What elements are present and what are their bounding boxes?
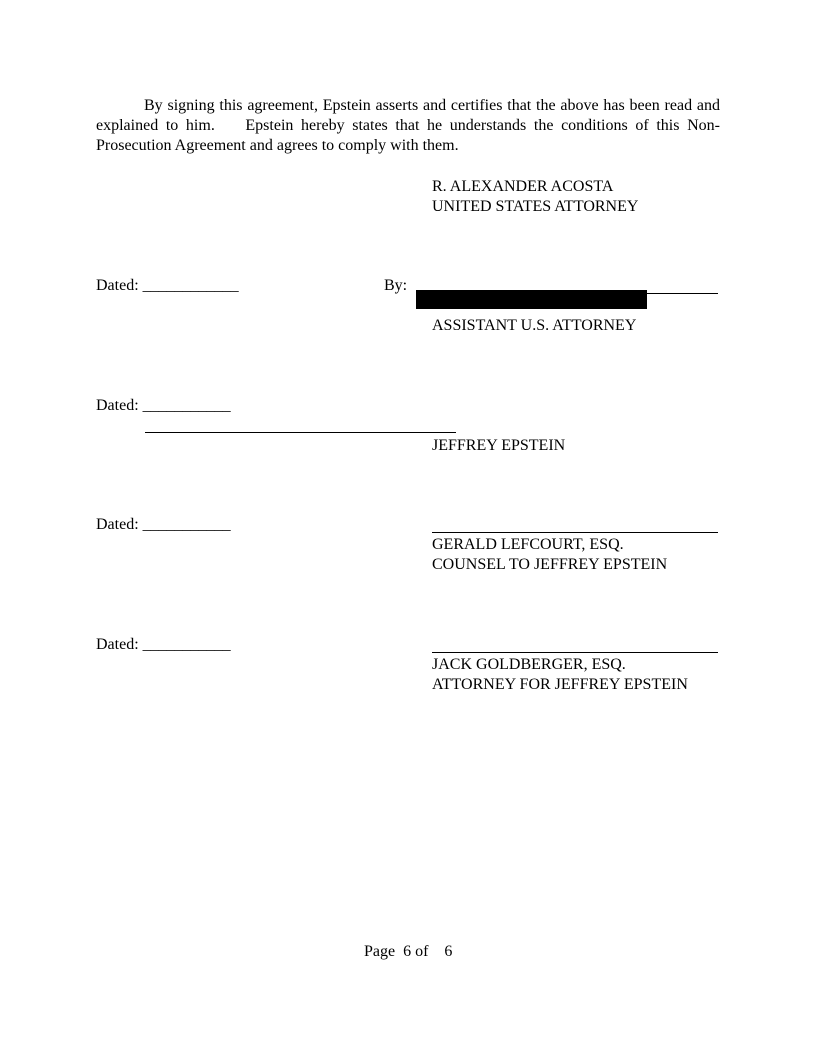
page-number: Page 6 of 6 [364,943,453,960]
dated-label-2: Dated: ___________ [96,397,231,414]
by-label: By: [384,277,408,294]
epstein-name: JEFFREY EPSTEIN [432,437,566,454]
dated-label-1: Dated: ____________ [96,277,239,294]
lefcourt-name: GERALD LEFCOURT, ESQ. [432,536,624,553]
dated-label-4: Dated: ___________ [96,636,231,653]
signature-line-goldberger [432,652,718,653]
lefcourt-title: COUNSEL TO JEFFREY EPSTEIN [432,556,668,573]
goldberger-name: JACK GOLDBERGER, ESQ. [432,656,626,673]
signature-line-epstein [145,432,456,433]
paragraph-text: By signing this agreement, Epstein asserts and certifies that the above has been read and explained to him. Epstein hereby states that he understands the conditions of this Non-Prosecution Agreement and agrees to comply with them. [96,97,720,154]
dated-label-3: Dated: ___________ [96,516,231,533]
agreement-paragraph [96,96,720,156]
redaction-bar [416,290,647,309]
goldberger-title: ATTORNEY FOR JEFFREY EPSTEIN [432,676,688,693]
attorney-title: UNITED STATES ATTORNEY [432,198,639,215]
signature-line-lefcourt [432,532,718,533]
ausa-title: ASSISTANT U.S. ATTORNEY [432,317,637,334]
attorney-name: R. ALEXANDER ACOSTA [432,178,614,195]
